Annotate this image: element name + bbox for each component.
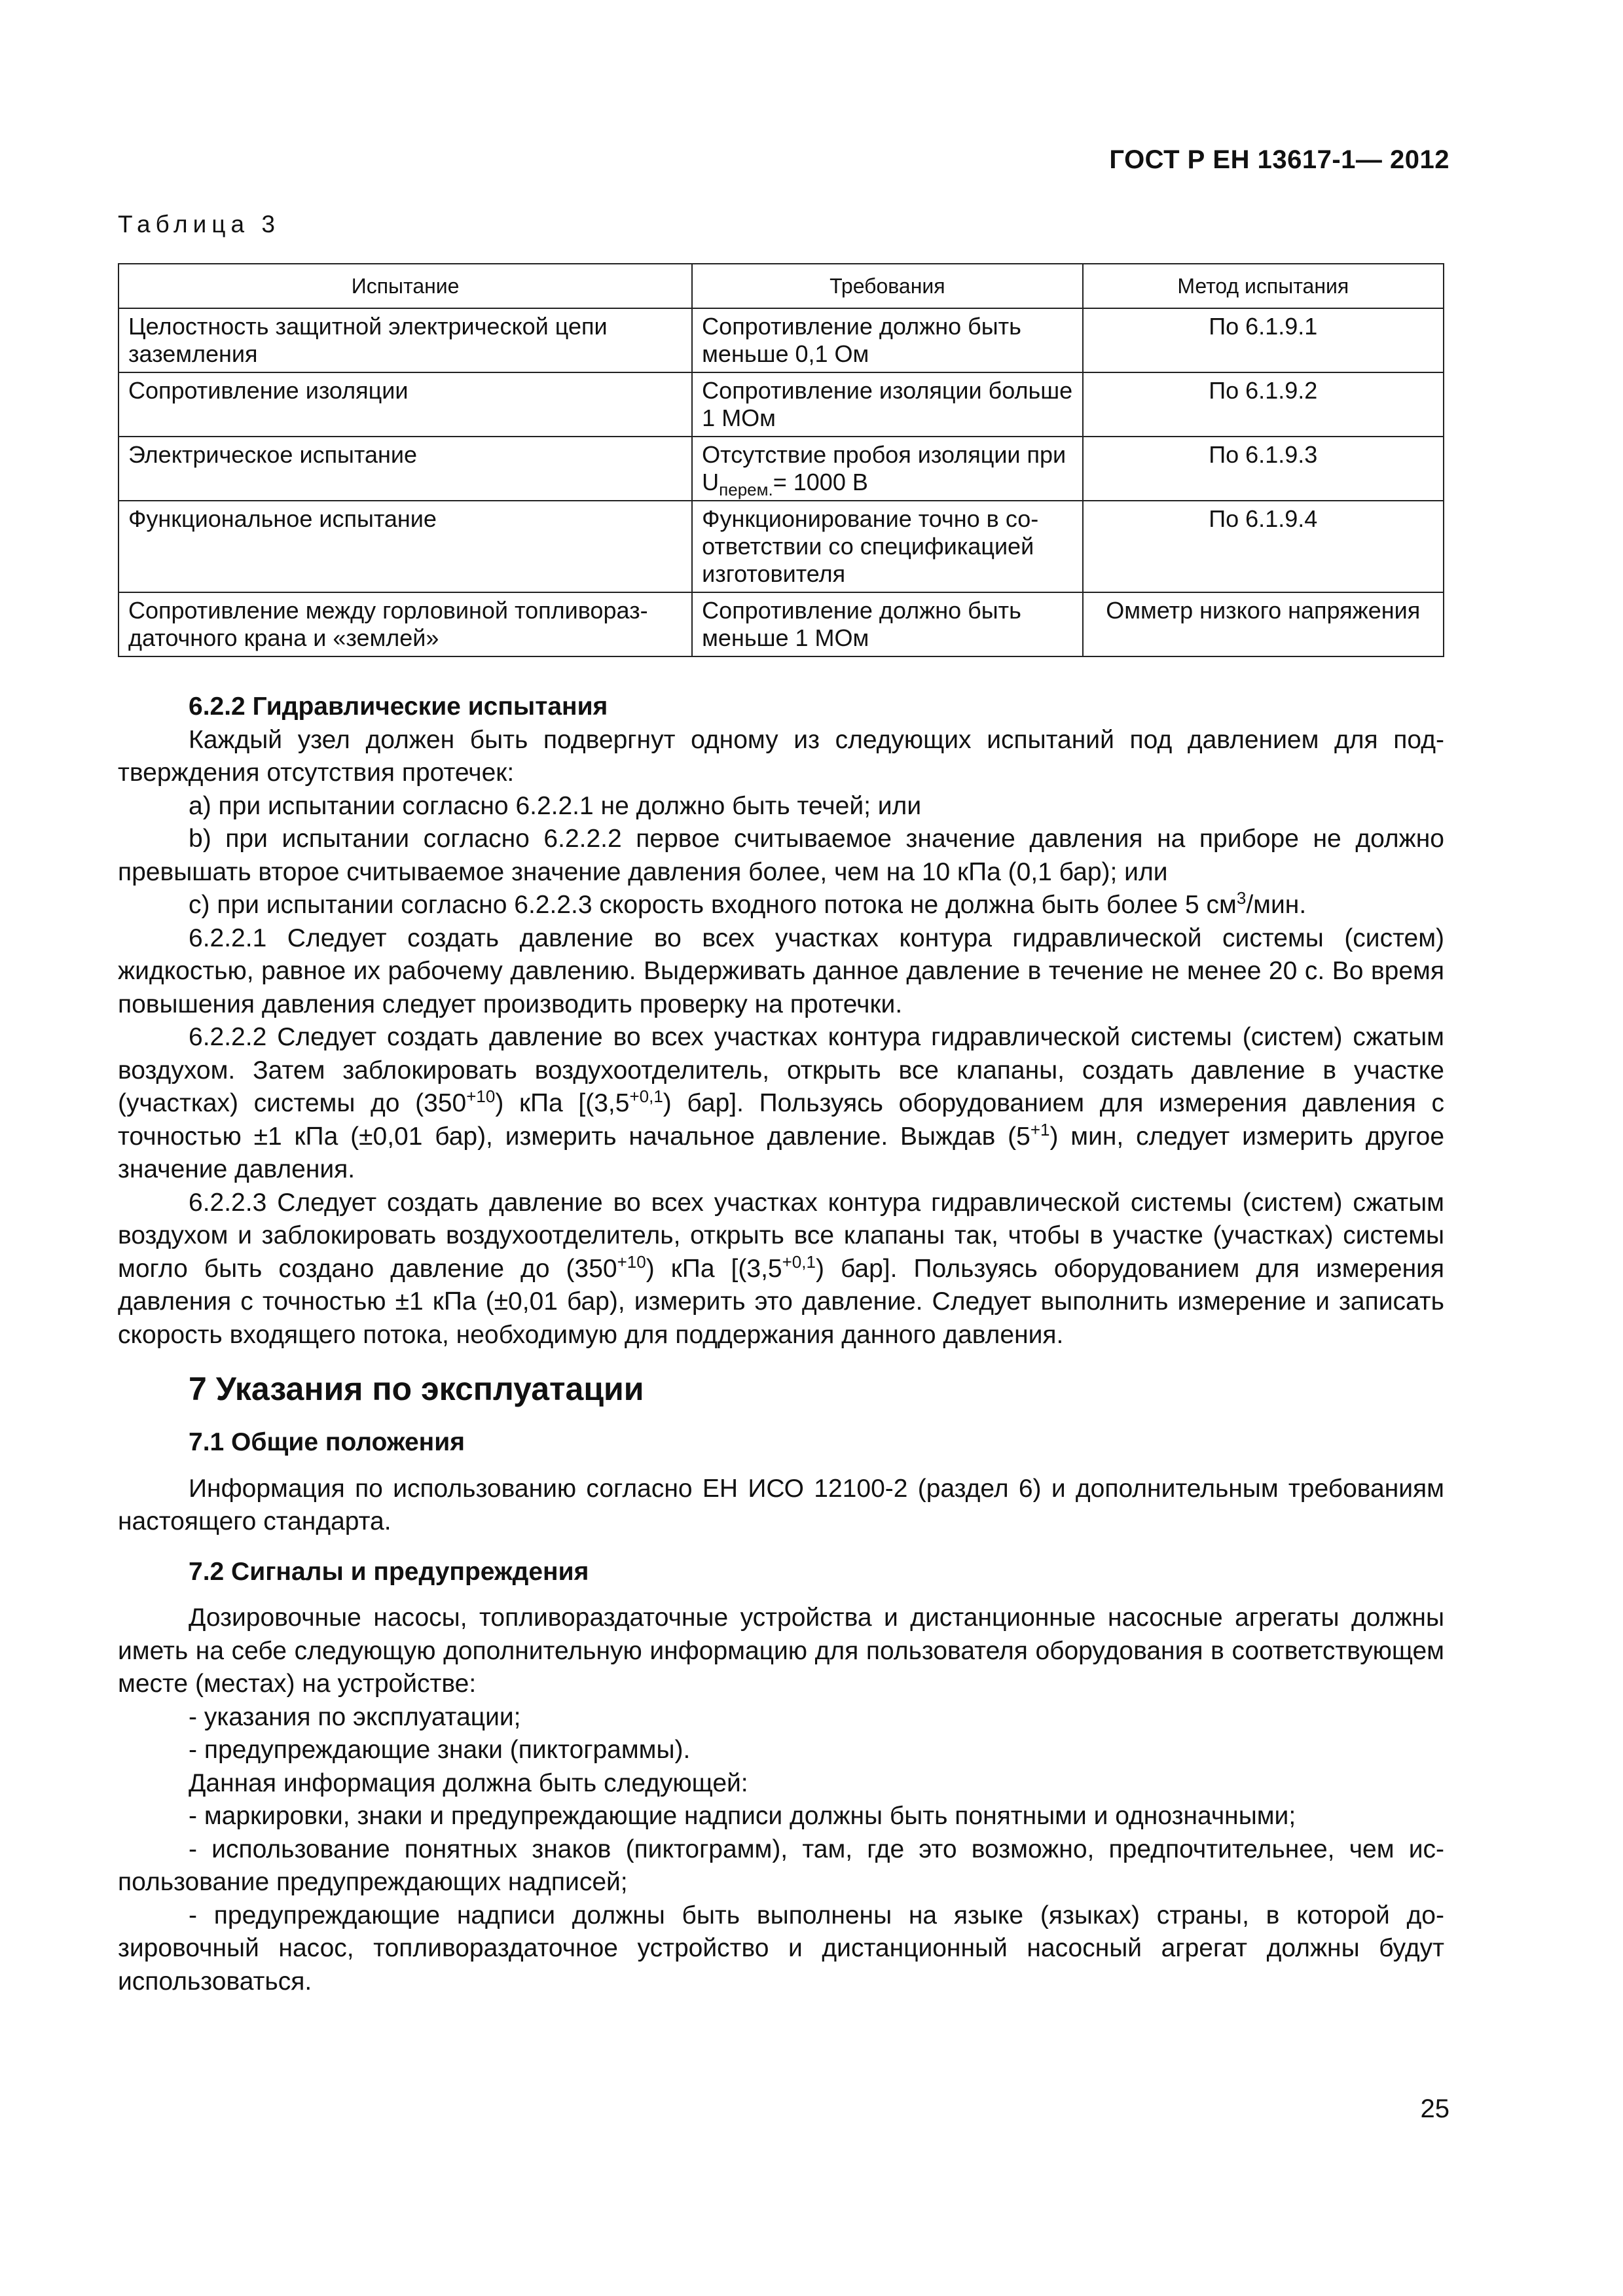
section-heading-7-2: 7.2 Сигналы и предупреждения xyxy=(189,1557,589,1586)
section-heading-7-1: 7.1 Общие положения xyxy=(189,1428,465,1456)
column-header-method: Метод испытания xyxy=(1083,264,1444,308)
text-run: ) бар]. Пользуясь оборудованием для измерения давления с точностью ±1 кПа (±0,01 бар), измерить начальное давление. Выждав (5 xyxy=(118,1089,1444,1151)
table-row xyxy=(119,501,1444,592)
table-row xyxy=(119,437,1444,501)
superscript: +0,1 xyxy=(782,1251,816,1272)
text-run: 6.2.2.2 Следует создать давление во всех участках контура гидравлической системы (систем) сжатым воздухом. Затем заблокировать воздухоотделитель, открыть все клапаны, создать давление в участке (участках) системы до (350 xyxy=(118,1023,1444,1117)
superscript: +0,1 xyxy=(629,1086,663,1106)
table-caption: Таблица 3 xyxy=(118,211,280,238)
paragraph: Каждый узел должен быть подвергнут одному из следующих испытаний под давлением для подтверждения отсутствия протечек: xyxy=(118,725,1444,787)
table-cell: Сопротивление должно быть меньше 0,1 Ом xyxy=(692,308,1082,372)
superscript: +10 xyxy=(617,1251,646,1272)
table-cell: По 6.1.9.1 xyxy=(1083,308,1444,372)
table-cell: По 6.1.9.2 xyxy=(1083,372,1444,437)
table-cell xyxy=(692,437,1082,501)
page-number: 25 xyxy=(1420,2094,1450,2123)
section-heading-7: 7 Указания по эксплуатации xyxy=(189,1371,644,1407)
list-item: - маркировки, знаки и предупреждающие надписи должны быть понятными и однозначными; xyxy=(189,1802,1296,1830)
paragraph: 6.2.2.1 Следует создать давление во всех участках контура гидравлической системы (систем) жидкостью, равное их рабочему давлению. Выдерживать данное давление в течение не менее 20 с. Во время повышения давления следует производить проверку на протечки. xyxy=(118,924,1444,1018)
subscript: перем. xyxy=(719,480,773,499)
standard-header: ГОСТ Р ЕН 13617-1— 2012 xyxy=(1109,145,1450,174)
cell-text: Отсутствие пробоя изоляции при U xyxy=(702,441,1067,495)
superscript: +10 xyxy=(466,1086,496,1106)
text-run: ) кПа [(3,5 xyxy=(646,1254,782,1283)
column-header-requirements: Требования xyxy=(692,264,1082,308)
table-cell: Функционирование точно в соответствии со спецификацией изготовителя xyxy=(692,501,1082,592)
text-run: ) бар]. Пользуясь оборудованием для измерения давления с точностью ±1 кПа (±0,01 бар), измерить это давление. Следует выполнить измерение и записать скорость входящего потока, необходимую для поддержания данного давления. xyxy=(118,1254,1445,1349)
table-cell: Сопротивление изоляции xyxy=(119,372,692,437)
paragraph xyxy=(118,1187,1444,1352)
table-3 xyxy=(118,263,1444,657)
table-cell: Сопротивление должно быть меньше 1 МОм xyxy=(692,592,1082,656)
table-cell: Электрическое испытание xyxy=(119,437,692,501)
table-cell: Сопротивление изоляции больше 1 МОм xyxy=(692,372,1082,437)
list-item: - предупреждающие надписи должны быть выполнены на языке (языках) страны, в которой дозировочный насос, топливораздаточное устройство и дистанционный насосный агрегат должны будут использоваться. xyxy=(118,1901,1444,1996)
list-item: a) при испытании согласно 6.2.2.1 не должно быть течей; или xyxy=(189,791,922,820)
table-row xyxy=(119,372,1444,437)
table-cell: Функциональное испытание xyxy=(119,501,692,592)
text-run: ) кПа [(3,5 xyxy=(495,1089,630,1117)
table-cell: Сопротивление между горловиной топливораздаточного крана и «землей» xyxy=(119,592,692,656)
list-item: b) при испытании согласно 6.2.2.2 первое считываемое значение давления на приборе не должно превышать второе считываемое значение давления более, чем на 10 кПа (0,1 бар); или xyxy=(118,825,1444,886)
superscript: 3 xyxy=(1236,888,1247,908)
text-run: c) при испытании согласно 6.2.2.3 скорость входного потока не должна быть более 5 см xyxy=(189,891,1237,919)
section-heading-6-2-2: 6.2.2 Гидравлические испытания xyxy=(189,692,608,721)
paragraph: Дозировочные насосы, топливораздаточные устройства и дистанционные насосные агрегаты должны иметь на себе следующую дополнительную информацию для пользователя оборудования в соответствующем месте (местах) на устройстве: xyxy=(118,1604,1444,1698)
column-header-test: Испытание xyxy=(119,264,692,308)
table-cell: По 6.1.9.3 xyxy=(1083,437,1444,501)
superscript: +1 xyxy=(1030,1119,1050,1139)
paragraph: Информация по использованию согласно ЕН ИСО 12100-2 (раздел 6) и дополнительным требованиям настоящего стандарта. xyxy=(118,1474,1444,1535)
table-row xyxy=(119,592,1444,656)
table-cell: Омметр низкого напряжения xyxy=(1083,592,1444,656)
paragraph xyxy=(118,1021,1444,1187)
list-item xyxy=(118,889,1444,922)
paragraph: Данная информация должна быть следующей: xyxy=(189,1768,748,1797)
list-item: - предупреждающие знаки (пиктограммы). xyxy=(189,1736,691,1764)
table-cell: По 6.1.9.4 xyxy=(1083,501,1444,592)
list-item: - использование понятных знаков (пиктограмм), там, где это возможно, предпочтительнее, чем использование предупреждающих надписей; xyxy=(118,1835,1444,1896)
table-row xyxy=(119,308,1444,372)
table-cell: Целостность защитной электрической цепи заземления xyxy=(119,308,692,372)
text-run: ) мин, следует измерить другое значение давления. xyxy=(118,1122,1445,1183)
text-run: /мин. xyxy=(1246,891,1307,919)
text-run: 6.2.2.3 Следует создать давление во всех участках контура гидравлической системы (систем) сжатым воздухом и заблокировать воздухоотделитель, открыть все клапаны так, чтобы в участке (участках) системы могло быть создано давление до (350 xyxy=(118,1188,1444,1283)
cell-text: = 1000 В xyxy=(773,469,868,495)
table-header-row xyxy=(119,264,1444,308)
document-body xyxy=(118,691,1444,1998)
list-item: - указания по эксплуатации; xyxy=(189,1702,521,1731)
